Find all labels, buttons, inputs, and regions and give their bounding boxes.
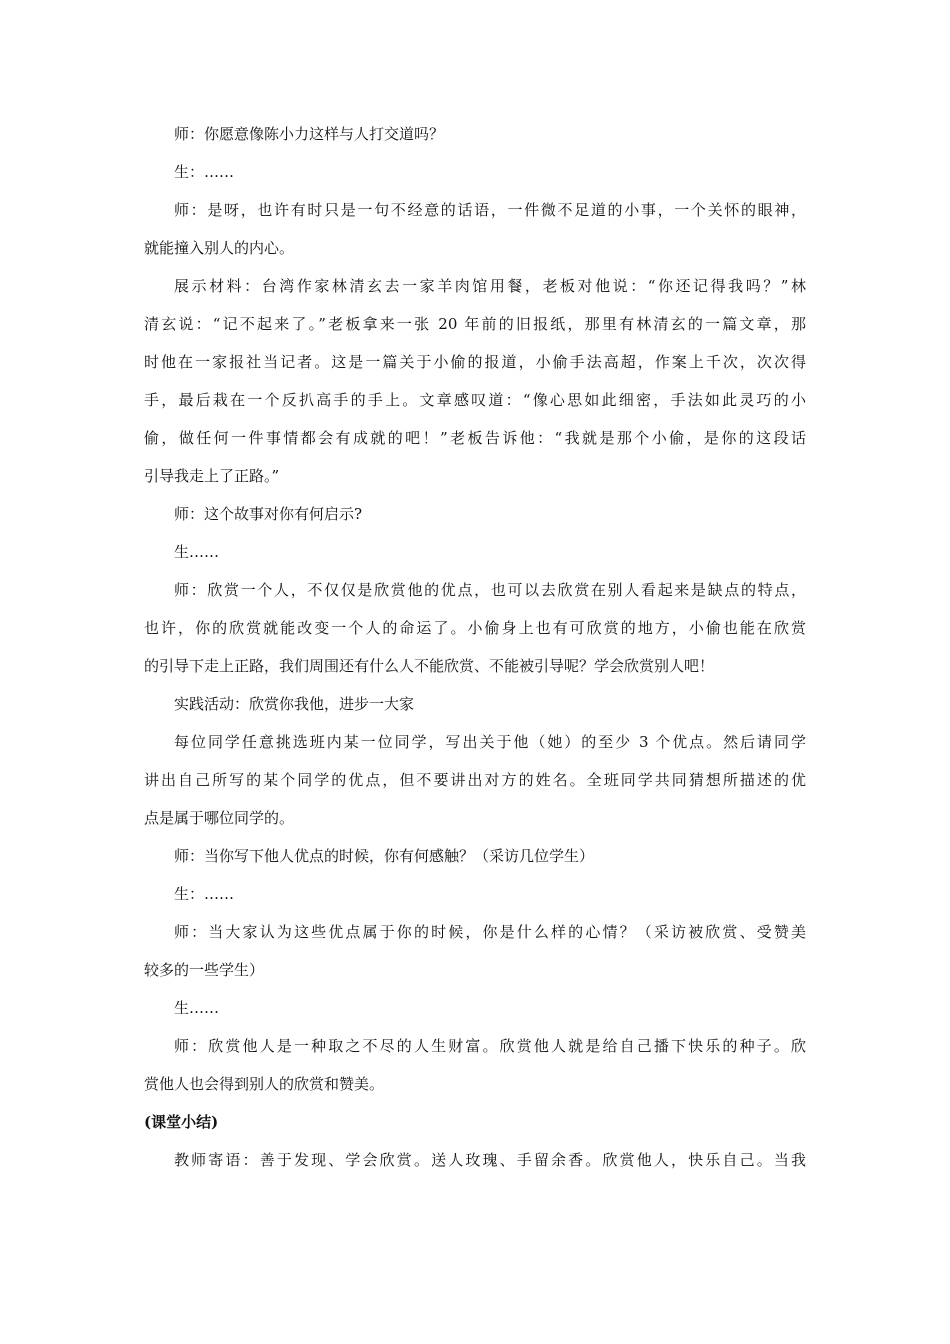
paragraph-line: 清玄说：“记不起来了。”老板拿来一张 20 年前的旧报纸，那里有林清玄的一篇文章，那 (144, 315, 806, 333)
paragraph-line: 也许，你的欣赏就能改变一个人的命运了。小偷身上也有可欣赏的地方，小偷也能在欣赏 (144, 619, 806, 637)
paragraph-line: 展示材料：台湾作家林清玄去一家羊肉馆用餐，老板对他说：“你还记得我吗？”林 (174, 277, 806, 295)
paragraph-line: 实践活动：欣赏你我他，进步一大家 (174, 695, 415, 713)
paragraph-line: 就能撞入别人的内心。 (144, 239, 295, 257)
paragraph-line: 手，最后栽在一个反扒高手的手上。文章感叹道：“像心思如此细密，手法如此灵巧的小 (144, 391, 806, 409)
paragraph-line: 赏他人也会得到别人的欣赏和赞美。 (144, 1075, 385, 1093)
paragraph-line: 的引导下走上正路，我们周围还有什么人不能欣赏、不能被引导呢？学会欣赏别人吧！ (144, 657, 715, 675)
paragraph-line: 生…… (174, 543, 220, 561)
paragraph-line: 讲出自己所写的某个同学的优点，但不要讲出对方的姓名。全班同学共同猜想所描述的优 (144, 771, 806, 789)
paragraph-line: 每位同学任意挑选班内某一位同学，写出关于他（她）的至少 3 个优点。然后请同学 (174, 733, 806, 751)
paragraph-line: 生…… (174, 999, 220, 1017)
paragraph-line: 生：…… (174, 163, 235, 181)
paragraph-line: 点是属于哪位同学的。 (144, 809, 295, 827)
paragraph-line: 师：欣赏一个人，不仅仅是欣赏他的优点，也可以去欣赏在别人看起来是缺点的特点， (174, 581, 806, 599)
paragraph-line: 师：你愿意像陈小力这样与人打交道吗？ (174, 125, 445, 143)
paragraph-line: 师：这个故事对你有何启示? (174, 505, 363, 523)
paragraph-line: 偷，做任何一件事情都会有成就的吧！”老板告诉他：“我就是那个小偷，是你的这段话 (144, 429, 806, 447)
paragraph-line: 教师寄语：善于发现、学会欣赏。送人玫瑰、手留余香。欣赏他人，快乐自己。当我 (174, 1151, 806, 1169)
paragraph-line: 师：是呀，也许有时只是一句不经意的话语，一件微不足道的小事，一个关怀的眼神， (174, 201, 806, 219)
paragraph-line: 时他在一家报社当记者。这是一篇关于小偷的报道，小偷手法高超，作案上千次，次次得 (144, 353, 806, 371)
paragraph-line: 引导我走上了正路。” (144, 467, 280, 485)
paragraph-line: 师：当你写下他人优点的时候，你有何感触？（采访几位学生） (174, 847, 595, 865)
paragraph-line: 生：…… (174, 885, 235, 903)
paragraph-line: 师：当大家认为这些优点属于你的时候，你是什么样的心情？（采访被欣赏、受赞美 (174, 923, 806, 941)
section-heading: (课堂小结) (144, 1113, 219, 1131)
paragraph-line: 较多的一些学生） (144, 961, 265, 979)
paragraph-line: 师：欣赏他人是一种取之不尽的人生财富。欣赏他人就是给自己播下快乐的种子。欣 (174, 1037, 806, 1055)
